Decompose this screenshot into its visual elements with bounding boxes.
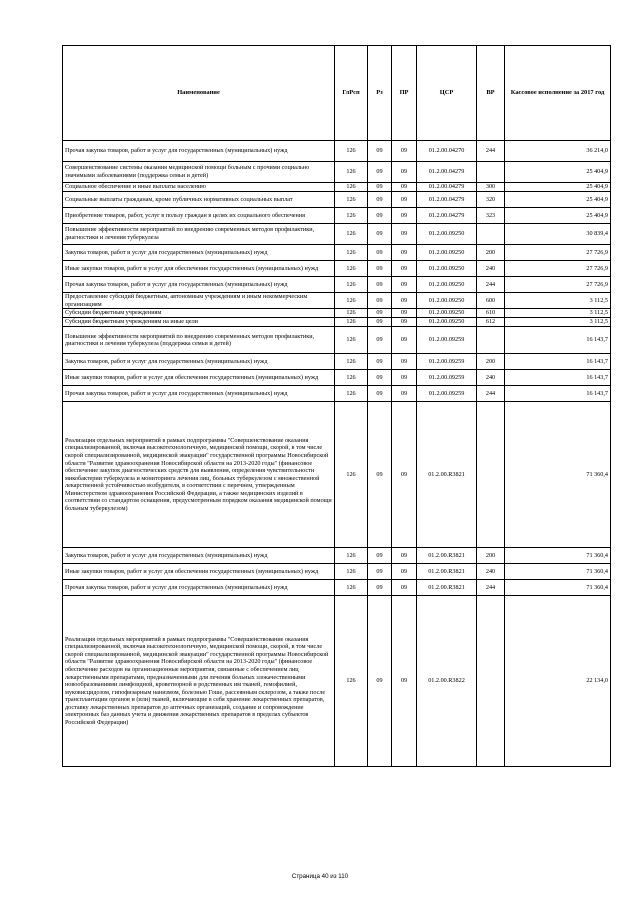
cell-amount: 3 112,5 (505, 318, 611, 327)
table-row (63, 261, 611, 277)
cell-grbs: 126 (335, 386, 368, 402)
header-csr: ЦСР (417, 46, 477, 141)
cell-rz: 09 (368, 261, 392, 277)
cell-rz: 09 (368, 386, 392, 402)
cell-grbs: 126 (335, 596, 368, 767)
cell-grbs: 126 (335, 208, 368, 224)
cell-pr: 09 (392, 162, 417, 183)
cell-rz: 09 (368, 162, 392, 183)
cell-grbs: 126 (335, 318, 368, 327)
cell-vr: 244 (477, 277, 505, 293)
cell-pr: 09 (392, 327, 417, 354)
table-row (63, 309, 611, 318)
table-row (63, 402, 611, 548)
cell-grbs: 126 (335, 183, 368, 192)
cell-csr: 01.2.00.09259 (417, 327, 477, 354)
cell-grbs: 126 (335, 293, 368, 309)
cell-vr: 612 (477, 318, 505, 327)
cell-amount: 22 134,0 (505, 596, 611, 767)
cell-amount: 16 143,7 (505, 354, 611, 370)
cell-amount: 25 404,9 (505, 192, 611, 208)
header-grbs: ГлРсп (335, 46, 368, 141)
cell-rz: 09 (368, 141, 392, 162)
cell-csr: 01.2.00.09250 (417, 224, 477, 245)
cell-amount: 16 143,7 (505, 386, 611, 402)
cell-name: Субсидии бюджетным учреждениям на иные цели (63, 318, 335, 327)
table-row (63, 162, 611, 183)
cell-rz: 09 (368, 192, 392, 208)
cell-name: Прочая закупка товаров, работ и услуг для государственных (муниципальных) нужд (63, 277, 335, 293)
cell-rz: 09 (368, 370, 392, 386)
cell-csr: 01.2.00.04279 (417, 162, 477, 183)
cell-name: Предоставление субсидий бюджетным, автономным учреждениям и иным некоммерческим организациям (63, 293, 335, 309)
cell-grbs: 126 (335, 354, 368, 370)
cell-pr: 09 (392, 141, 417, 162)
cell-amount: 25 404,9 (505, 183, 611, 192)
table-row (63, 327, 611, 354)
cell-amount: 30 839,4 (505, 224, 611, 245)
cell-amount: 36 214,0 (505, 141, 611, 162)
cell-rz: 09 (368, 318, 392, 327)
cell-pr: 09 (392, 277, 417, 293)
cell-vr: 320 (477, 192, 505, 208)
table-row (63, 318, 611, 327)
table-row (63, 277, 611, 293)
cell-csr: 01.2.00.R3821 (417, 548, 477, 564)
header-vr: ВР (477, 46, 505, 141)
cell-amount: 27 726,9 (505, 261, 611, 277)
cell-vr (477, 162, 505, 183)
cell-rz: 09 (368, 224, 392, 245)
table-body (63, 141, 611, 767)
cell-vr: 244 (477, 141, 505, 162)
cell-grbs: 126 (335, 141, 368, 162)
cell-grbs: 126 (335, 162, 368, 183)
cell-csr: 01.2.00.R3821 (417, 402, 477, 548)
cell-pr: 09 (392, 370, 417, 386)
cell-grbs: 126 (335, 192, 368, 208)
cell-name: Социальное обеспечение и иные выплаты населению (63, 183, 335, 192)
cell-grbs: 126 (335, 261, 368, 277)
cell-csr: 01.2.00.09250 (417, 245, 477, 261)
cell-grbs: 126 (335, 370, 368, 386)
cell-pr: 09 (392, 192, 417, 208)
cell-vr: 240 (477, 370, 505, 386)
cell-csr: 01.2.00.09250 (417, 318, 477, 327)
cell-amount: 71 360,4 (505, 580, 611, 596)
cell-vr: 200 (477, 548, 505, 564)
cell-vr: 323 (477, 208, 505, 224)
cell-grbs: 126 (335, 580, 368, 596)
cell-csr: 01.2.00.04279 (417, 183, 477, 192)
cell-vr: 240 (477, 261, 505, 277)
cell-pr: 09 (392, 402, 417, 548)
header-name: Наименование (63, 46, 335, 141)
cell-vr: 244 (477, 580, 505, 596)
cell-rz: 09 (368, 548, 392, 564)
page-number: Страница 40 из 110 (291, 873, 349, 880)
cell-name: Социальные выплаты гражданам, кроме публичных нормативных социальных выплат (63, 192, 335, 208)
cell-amount: 71 360,4 (505, 548, 611, 564)
cell-grbs: 126 (335, 224, 368, 245)
table-row (63, 580, 611, 596)
cell-amount: 25 404,9 (505, 162, 611, 183)
cell-pr: 09 (392, 354, 417, 370)
cell-vr (477, 327, 505, 354)
cell-csr: 01.2.00.09250 (417, 277, 477, 293)
cell-pr: 09 (392, 224, 417, 245)
cell-pr: 09 (392, 596, 417, 767)
cell-name: Иные закупки товаров, работ и услуг для обеспечения государственных (муниципальных) нужд (63, 261, 335, 277)
table-row (63, 208, 611, 224)
cell-amount: 3 112,5 (505, 309, 611, 318)
cell-csr: 01.2.00.09259 (417, 370, 477, 386)
cell-name: Субсидии бюджетным учреждениям (63, 309, 335, 318)
cell-name: Реализация отдельных мероприятий в рамках подпрограммы "Совершенствование оказания специализированной, включая высокотехнологичную, медицинской помощи, скорой, в том числе скорой специализированной, медицинской эвакуации" государственной программы Новосибирской области "Развитие здравоохранения Новосибирской области на 2013-2020 годы" (финансовое обеспечение расходов на организационные мероприятия, связанные с обеспечением лиц лекарственными препаратами, предназначенными для лечения больных злокачественными новообразованиями лимфоидной, кроветворной и родственных им тканей, гемофилией, муковисцидозом, гипофизарным нанизмом, болезнью Гоше, рассеянным склерозом, а также после трансплантации органов и (или) тканей, включающие в себя хранение лекарственных препаратов, доставку лекарственных препаратов до аптечных организаций, создание и сопровождение электронных баз данных учета и движения лекарственных препаратов в пределах субъектов Российской Федерации) (63, 596, 335, 767)
cell-pr: 09 (392, 309, 417, 318)
table-row (63, 548, 611, 564)
table-row (63, 386, 611, 402)
cell-pr: 09 (392, 293, 417, 309)
cell-grbs: 126 (335, 548, 368, 564)
cell-amount: 71 360,4 (505, 564, 611, 580)
cell-pr: 09 (392, 580, 417, 596)
cell-rz: 09 (368, 580, 392, 596)
cell-name: Приобретение товаров, работ, услуг в пользу граждан в целях их социального обеспечения (63, 208, 335, 224)
table-row (63, 293, 611, 309)
cell-amount: 16 143,7 (505, 327, 611, 354)
cell-rz: 09 (368, 596, 392, 767)
cell-rz: 09 (368, 293, 392, 309)
cell-csr: 01.2.00.R3821 (417, 580, 477, 596)
cell-rz: 09 (368, 354, 392, 370)
cell-name: Реализация отдельных мероприятий в рамках подпрограммы "Совершенствование оказания специализированной, включая высокотехнологичную, медицинской помощи, скорой, в том числе скорой специализированной, медицинской эвакуации" государственной программы Новосибирской области "Развитие здравоохранения Новосибирской области на 2013-2020 годы" (финансовое обеспечение закупок диагностических средств для выявления, определения чувствительности микобактерии туберкулеза и мониторинга лечения лиц, больных туберкулезом с множественной лекарственной устойчивостью возбудителя, в соответствии с перечнем, утвержденным Министерством здравоохранения Российской Федерации, а также медицинских изделий в соответствии со стандартом оснащения, предусмотренным порядком оказания медицинской помощи больным туберкулезом) (63, 402, 335, 548)
cell-name: Иные закупки товаров, работ и услуг для обеспечения государственных (муниципальных) нужд (63, 564, 335, 580)
header-rz: Рз (368, 46, 392, 141)
cell-csr: 01.2.00.09259 (417, 386, 477, 402)
budget-execution-table (62, 45, 611, 767)
cell-rz: 09 (368, 402, 392, 548)
cell-grbs: 126 (335, 564, 368, 580)
cell-pr: 09 (392, 208, 417, 224)
cell-grbs: 126 (335, 402, 368, 548)
cell-rz: 09 (368, 327, 392, 354)
cell-csr: 01.2.00.09250 (417, 309, 477, 318)
cell-amount: 3 112,5 (505, 293, 611, 309)
cell-grbs: 126 (335, 327, 368, 354)
cell-csr: 01.2.00.04270 (417, 141, 477, 162)
cell-rz: 09 (368, 277, 392, 293)
cell-pr: 09 (392, 318, 417, 327)
cell-grbs: 126 (335, 245, 368, 261)
cell-vr (477, 596, 505, 767)
cell-name: Закупка товаров, работ и услуг для государственных (муниципальных) нужд (63, 354, 335, 370)
table-row (63, 370, 611, 386)
cell-amount: 27 726,9 (505, 277, 611, 293)
cell-vr (477, 224, 505, 245)
cell-csr: 01.2.00.04279 (417, 192, 477, 208)
cell-name: Иные закупки товаров, работ и услуг для обеспечения государственных (муниципальных) нужд (63, 370, 335, 386)
cell-vr: 240 (477, 564, 505, 580)
cell-grbs: 126 (335, 309, 368, 318)
header-amount: Кассовое исполнение за 2017 год (505, 46, 611, 141)
cell-name: Совершенствование системы оказания медицинской помощи больным с прочими социально значимыми заболеваниями (поддержка семьи и детей) (63, 162, 335, 183)
cell-vr: 300 (477, 183, 505, 192)
cell-name: Закупка товаров, работ и услуг для государственных (муниципальных) нужд (63, 245, 335, 261)
cell-csr: 01.2.00.R3822 (417, 596, 477, 767)
cell-rz: 09 (368, 208, 392, 224)
cell-pr: 09 (392, 386, 417, 402)
cell-name: Повышение эффективности мероприятий по внедрению современных методов профилактики, диагностики и лечения туберкулеза (63, 224, 335, 245)
cell-pr: 09 (392, 548, 417, 564)
cell-csr: 01.2.00.09250 (417, 293, 477, 309)
table-row (63, 354, 611, 370)
cell-pr: 09 (392, 183, 417, 192)
cell-rz: 09 (368, 564, 392, 580)
cell-name: Прочая закупка товаров, работ и услуг для государственных (муниципальных) нужд (63, 580, 335, 596)
cell-vr: 610 (477, 309, 505, 318)
cell-vr: 200 (477, 245, 505, 261)
table-row (63, 564, 611, 580)
cell-name: Повышение эффективности мероприятий по внедрению современных методов профилактики, диагностики и лечения туберкулеза (поддержка семьи и детей) (63, 327, 335, 354)
cell-pr: 09 (392, 564, 417, 580)
cell-amount: 27 726,9 (505, 245, 611, 261)
cell-csr: 01.2.00.R3821 (417, 564, 477, 580)
cell-vr (477, 402, 505, 548)
cell-amount: 25 404,9 (505, 208, 611, 224)
table-header-row (63, 46, 611, 141)
cell-amount: 16 143,7 (505, 370, 611, 386)
header-pr: ПР (392, 46, 417, 141)
cell-rz: 09 (368, 183, 392, 192)
table-row (63, 224, 611, 245)
cell-csr: 01.2.00.04279 (417, 208, 477, 224)
table-row (63, 141, 611, 162)
cell-pr: 09 (392, 261, 417, 277)
table-row (63, 183, 611, 192)
cell-amount: 71 360,4 (505, 402, 611, 548)
cell-name: Прочая закупка товаров, работ и услуг для государственных (муниципальных) нужд (63, 141, 335, 162)
cell-name: Прочая закупка товаров, работ и услуг для государственных (муниципальных) нужд (63, 386, 335, 402)
cell-name: Закупка товаров, работ и услуг для государственных (муниципальных) нужд (63, 548, 335, 564)
cell-vr: 200 (477, 354, 505, 370)
table-row (63, 245, 611, 261)
table-row (63, 192, 611, 208)
cell-rz: 09 (368, 309, 392, 318)
table-row (63, 596, 611, 767)
cell-csr: 01.2.00.09250 (417, 261, 477, 277)
cell-vr: 244 (477, 386, 505, 402)
cell-grbs: 126 (335, 277, 368, 293)
cell-rz: 09 (368, 245, 392, 261)
cell-vr: 600 (477, 293, 505, 309)
cell-csr: 01.2.00.09259 (417, 354, 477, 370)
cell-pr: 09 (392, 245, 417, 261)
